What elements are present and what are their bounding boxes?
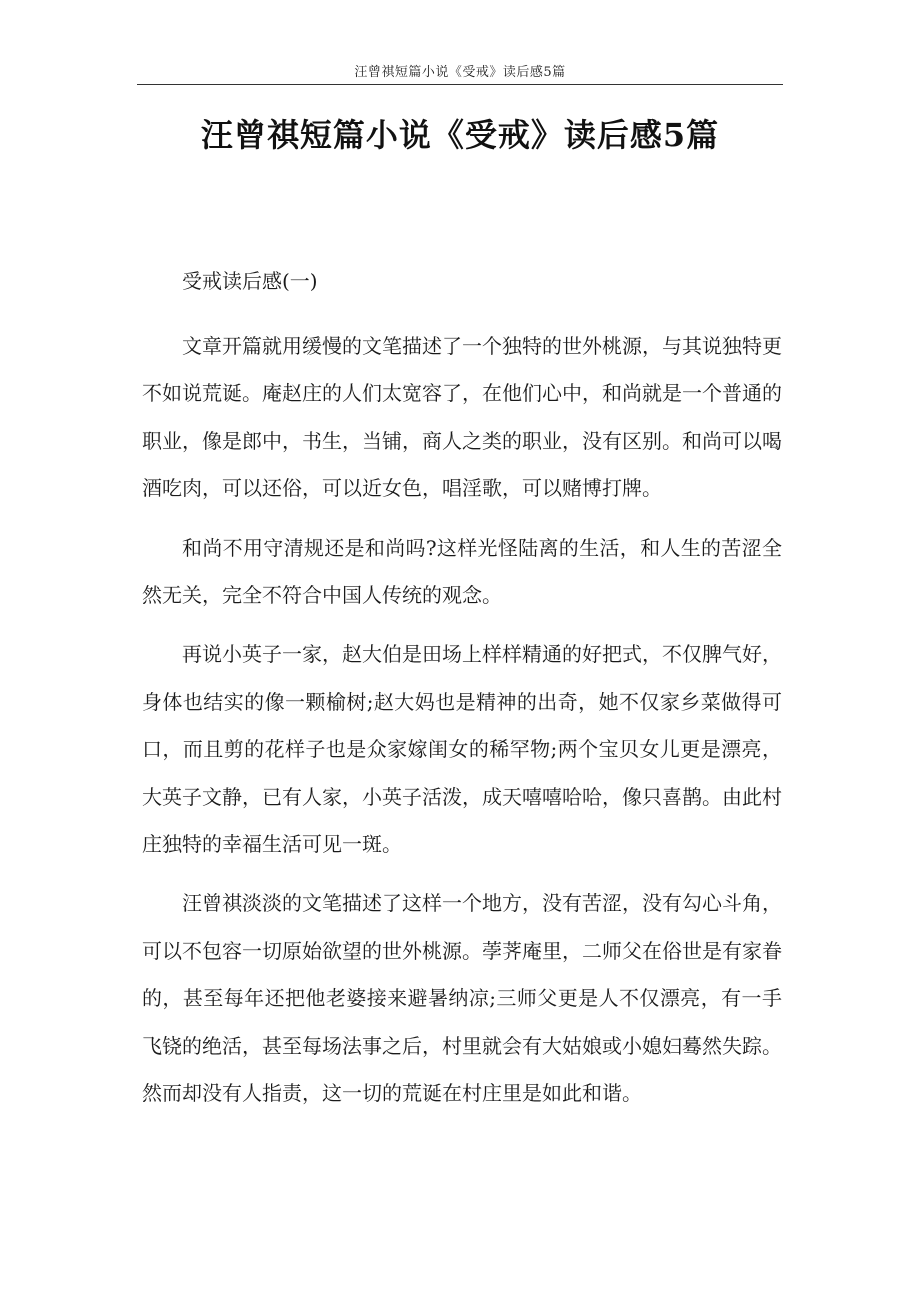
document-body	[142, 258, 782, 1118]
running-header: 汪曾祺短篇小说《受戒》读后感5篇	[354, 65, 566, 80]
header-divider	[137, 84, 783, 85]
paragraph: 汪曾祺淡淡的文笔描述了这样一个地方，没有苦涩，没有勾心斗角，可以不包容一切原始欲望的世外桃源。荸荠庵里，二师父在俗世是有家眷的，甚至每年还把他老婆接来避暑纳凉;三师父更是人不仅漂亮，有一手飞铙的绝活，甚至每场法事之后，村里就会有大姑娘或小媳妇蓦然失踪。然而却没有人指责，这一切的荒诞在村庄里是如此和谐。	[142, 891, 782, 1106]
section-heading: 受戒读后感(一)	[182, 269, 318, 293]
paragraph: 和尚不用守清规还是和尚吗?这样光怪陆离的生活，和人生的苦涩全然无关，完全不符合中国人传统的观念。	[142, 535, 782, 608]
document-title: 汪曾祺短篇小说《受戒》读后感5篇	[200, 116, 720, 154]
paragraph: 再说小英子一家，赵大伯是田场上样样精通的好把式，不仅脾气好，身体也结实的像一颗榆树;赵大妈也是精神的出奇，她不仅家乡菜做得可口，而且剪的花样子也是众家嫁闺女的稀罕物;两个宝贝女儿更是漂亮，大英子文静，已有人家，小英子活泼，成天嘻嘻哈哈，像只喜鹊。由此村庄独特的幸福生活可见一斑。	[142, 642, 782, 857]
paragraph: 文章开篇就用缓慢的文笔描述了一个独特的世外桃源，与其说独特更不如说荒诞。庵赵庄的人们太宽容了，在他们心中，和尚就是一个普通的职业，像是郎中，书生，当铺，商人之类的职业，没有区别。和尚可以喝酒吃肉，可以还俗，可以近女色，唱淫歌，可以赌博打牌。	[142, 334, 782, 501]
